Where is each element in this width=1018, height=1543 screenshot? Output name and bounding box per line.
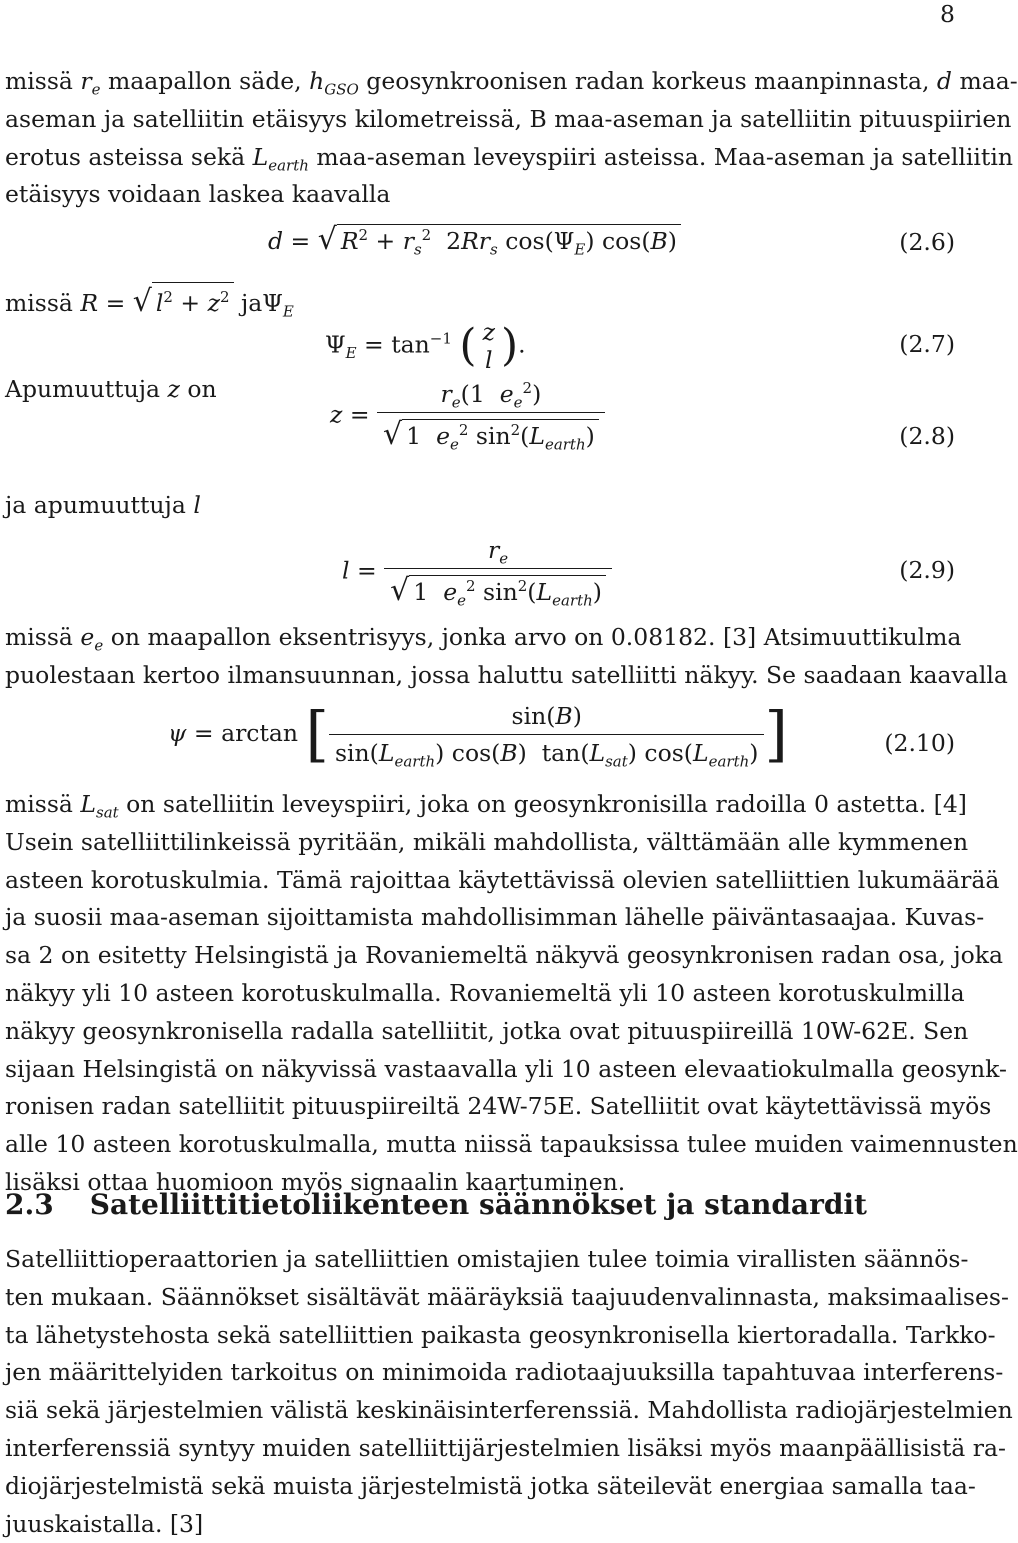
text-line: ja suosii maa-aseman sijoittamista mahdollisimman lähelle päiväntasaajaa. Kuvas- <box>5 903 985 932</box>
text-line: asteen korotuskulmia. Tämä rajoittaa käytettävissä olevien satelliittien lukumäärää <box>5 865 1000 894</box>
section-paragraph <box>5 1241 1013 1543</box>
text-line: missä $L_{sat}$ on satelliitin leveyspiiri, joka on geosynkronisilla radoilla 0 astetta. [4] <box>5 790 967 822</box>
text-line: sa 2 on esitetty Helsingistä ja Rovaniemeltä näkyvä geosynkronisen radan osa, joka <box>5 941 1004 970</box>
equation-2-9: l = $\frac{r_e}{√ 1 e_e^2 \sin^2(L_{earth})}$ <box>342 536 612 608</box>
equation-2-8: z = $\frac{r_e(1 e_e^2)}{√ 1 e_e^2 \sin^2(L_{earth})}$ <box>330 380 605 452</box>
text-line: puolestaan kertoo ilmansuunnan, jossa haluttu satelliitti näkyy. Se saadaan kaavalla <box>5 660 1008 689</box>
text-line: Usein satelliittilinkeissä pyritään, mikäli mahdollista, välttämään alle kymmenen <box>5 827 969 856</box>
text-line: juuskaistalla. [3] <box>5 1509 204 1538</box>
equation-number: (2.8) <box>899 422 955 450</box>
aux-l-label: ja apumuuttuja l <box>5 491 201 519</box>
mid-paragraph <box>5 619 1008 695</box>
section-number: 2.3 <box>5 1188 54 1221</box>
text-line: ta lähetystehosta sekä satelliittien paikasta geosynkronisella kiertoradalla. Tarkko- <box>5 1320 996 1349</box>
text-line: aseman ja satelliitin etäisyys kilometreissä, B maa-aseman ja satelliitin pituuspiirien <box>5 104 1012 133</box>
text-line: interferenssiä syntyy muiden satelliittijärjestelmien lisäksi myös maanpäällisistä ra- <box>5 1433 1006 1462</box>
text-line: missä $r_e$ maapallon säde, $h_{GSO}$ geosynkroonisen radan korkeus maanpinnasta, d maa- <box>5 67 1018 99</box>
equation-number: (2.7) <box>899 330 955 358</box>
equation-2-10: ψ = arctan [ $\frac{\sin(B)}{\sin(L_{earth}) \cos(B) \tan(L_{sat}) \cos(L_{earth})}$ ] <box>168 699 788 771</box>
equation-2-7: $\Psi_E = \tan^{-1}$ ( z l ). <box>325 318 526 374</box>
text-line: siä sekä järjestelmien välistä keskinäisinterferenssiä. Mahdollista radiojärjestelmien <box>5 1396 1013 1425</box>
where-R-text: missä R = √ $l^2 + z^2$ jaΨ$_E$ <box>5 282 294 323</box>
intro-paragraph <box>5 63 1018 214</box>
text-line: alle 10 asteen korotuskulmalla, mutta niissä tapauksissa tulee muiden vaimennusten <box>5 1130 1018 1159</box>
text-line: ronisen radan satelliitit pituuspiireiltä 24W-75E. Satelliitit ovat käytettävissä myös <box>5 1092 992 1121</box>
text-line: näkyy geosynkronisella radalla satelliitit, jotka ovat pituuspiireillä 10W-62E. Sen <box>5 1016 969 1045</box>
text-line: missä $e_e$ on maapallon eksentrisyys, jonka arvo on 0.08182. [3] Atsimuuttikulma <box>5 623 962 655</box>
equation-2-6: d = √ $R^2 + r_s^2$ $2Rr_s$ $\cos(\Psi_E)$ cos(B) <box>268 222 681 257</box>
text-line: ten mukaan. Säännökset sisältävät määräyksiä taajuudenvalinnasta, maksimaalises- <box>5 1282 1009 1311</box>
section-title: Satelliittitietoliikenteen säännökset ja standardit <box>89 1188 867 1221</box>
text-line: Satelliittioperaattorien ja satelliittien omistajien tulee toimia virallisten säännös- <box>5 1245 969 1273</box>
equation-number: (2.6) <box>899 228 955 256</box>
section-heading <box>5 1188 867 1221</box>
equation-number: (2.10) <box>884 729 955 757</box>
text-line: erotus asteissa sekä $L_{earth}$ maa-aseman leveyspiiri asteissa. Maa-aseman ja satelliitin <box>5 142 1014 175</box>
text-line: lisäksi ottaa huomioon myös signaalin kaartuminen. <box>5 1167 626 1196</box>
text-line: diojärjestelmistä sekä muista järjestelmistä jotka säteilevät energiaa samalla taa- <box>5 1471 976 1500</box>
text-line: etäisyys voidaan laskea kaavalla <box>5 180 391 209</box>
body-paragraph <box>5 786 1018 1202</box>
text-line: jen määrittelyiden tarkoitus on minimoida radiotaajuuksilla tapahtuvaa interferens- <box>5 1358 1004 1387</box>
text-line: sijaan Helsingistä on näkyvissä vastaavalla yli 10 asteen elevaatiokulmalla geosynk- <box>5 1054 1007 1083</box>
equation-number: (2.9) <box>899 556 955 584</box>
aux-z-label: Apumuuttuja z on <box>5 375 217 403</box>
text-line: näkyy yli 10 asteen korotuskulmalla. Rovaniemeltä yli 10 asteen korotuskulmilla <box>5 978 965 1007</box>
page-number: 8 <box>940 0 955 28</box>
